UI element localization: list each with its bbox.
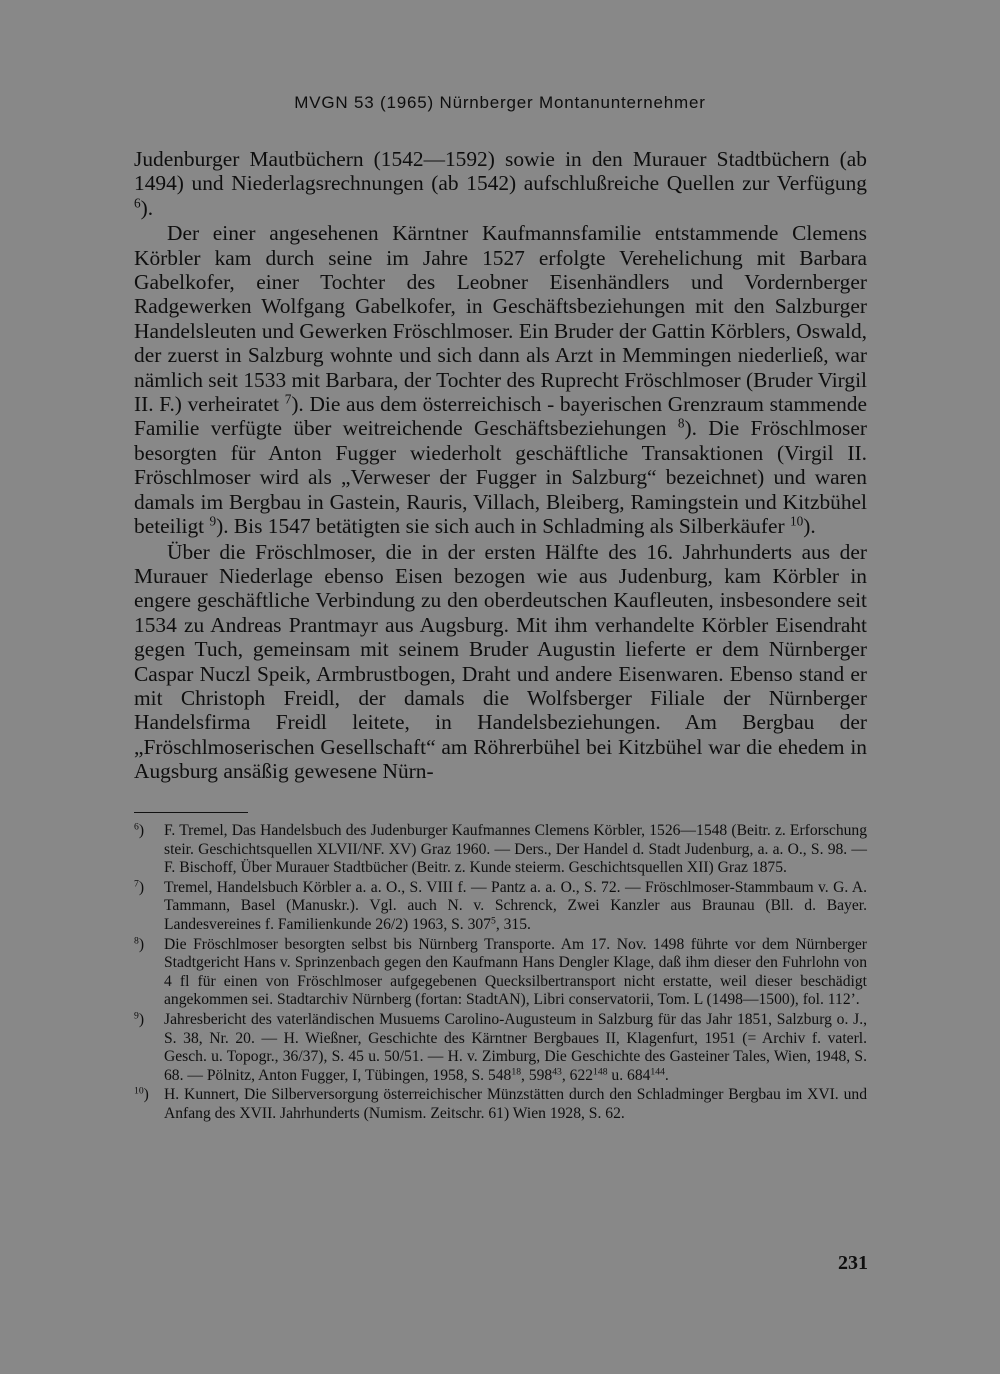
paragraph-2-text-b: ). Die aus dem österreichisch - bayerischen Grenzraum stammende Familie verfügte über weitreichende Geschäftsbeziehungen xyxy=(134,392,867,441)
footnote-text-part: , 315. xyxy=(495,915,531,933)
footnote-text-part: u. 684 xyxy=(607,1066,651,1084)
footnote-text-part: . xyxy=(664,1066,669,1084)
footnote-7 xyxy=(134,879,867,935)
footnotes xyxy=(134,822,867,1125)
footnote-text: Die Fröschlmoser besorgten selbst bis Nürnberg Transporte. Am 17. Nov. 1498 führte vor dem Nürnberger Stadtgericht Hans v. Sprinzenbach gegen den Kaufmann Hans Dengler Klage, daß ihm dieser den Fuhrlohn von 4 fl für einen von Fröschlmoser aufgegebenen Quecksilbertransport nicht erstatte, weil dieser beschädigt angekommen sei. Stadtarchiv Nürnberg (fortan: StadtAN), Libri conservatorii, Tom. L (1498—1500), fol. 112’. xyxy=(164,935,867,1009)
running-head: MVGN 53 (1965) Nürnberger Montanunternehmer xyxy=(294,93,706,112)
paragraph-1 xyxy=(134,147,867,220)
footnote-marker: $^7$) xyxy=(134,878,145,896)
footnote-10 xyxy=(134,1086,867,1123)
footnote-superscript: 43 xyxy=(552,1066,562,1078)
footnote-text-part: , 598 xyxy=(521,1066,553,1084)
page-number: 231 xyxy=(838,1252,868,1274)
main-text xyxy=(134,147,867,784)
footnote-text: H. Kunnert, Die Silberversorgung österreichischer Münzstätten durch den Schladminger Bergbau im XVI. und Anfang des XVII. Jahrhunderts (Numism. Zeitschr. 61) Wien 1928, S. 62. xyxy=(164,1086,867,1122)
paragraph-1-text-a: Judenburger Mautbüchern (1542—1592) sowie in den Murauer Stadtbüchern (ab 1494) und Niederlagsrechnungen (ab 1542) aufschlußreiche Quellen zur Verfügung xyxy=(134,147,867,196)
footnote-number: 10 xyxy=(134,1086,144,1097)
paragraph-2 xyxy=(134,221,867,538)
footnote-marker: $^6$) xyxy=(134,821,145,839)
footnote-9 xyxy=(134,1011,867,1085)
note-ref-9: 9 xyxy=(209,513,217,529)
footnote-number: 8 xyxy=(134,935,139,947)
paragraph-2-text-c: ). Die Fröschlmoser besorgten für Anton Fugger wiederholt geschäftliche Transaktionen (Virgil II. Fröschlmoser wird als „Verweser der Fugger in Salzburg“ bezeichnet) und waren damals im Bergbau in Gastein, Rauris, Villach, Bleiberg, Ramingstein und Kitzbühel beteiligt xyxy=(134,416,867,539)
footnote-text: F. Tremel, Das Handelsbuch des Judenburger Kaufmannes Clemens Körbler, 1526—1548 (Beitr. z. Erforschung steir. Geschichtsquellen XLVII/NF. XV) Graz 1960. — Ders., Der Handel d. Stadt Judenburg, a. a. O., S. 98. — F. Bischoff, Über Murauer Stadtbücher (Beitr. z. Kunde steierm. Geschichtsquellen XII) Graz 1875. xyxy=(164,822,867,877)
footnote-8 xyxy=(134,936,867,1010)
footnote-marker: $^8$) xyxy=(134,935,145,953)
paragraph-1-text-b: ). xyxy=(140,195,154,220)
paragraph-2-text-a: Der einer angesehenen Kärntner Kaufmannsfamilie entstammende Clemens Körbler kam durch seine im Jahre 1527 erfolgte Verehelichung mit Barbara Gabelkofer, einer Tochter des Leobner Eisenhändlers und Vordernberger Radgewerken Wolfgang Gabelkofer, in Geschäftsbeziehungen mit den Salzburger Handelsleuten und Gewerken Fröschlmoser. Ein Bruder der Gattin Körblers, Oswald, der zuerst in Salzburg wohnte und sich dann als Arzt in Memmingen niederließ, war nämlich seit 1533 mit Barbara, der Tochter des Ruprecht Fröschlmoser (Bruder Virgil II. F.) verheiratet xyxy=(134,221,867,417)
footnote-superscript: 144 xyxy=(650,1066,665,1078)
footnote-superscript: 148 xyxy=(593,1066,608,1078)
note-ref-6: 6 xyxy=(134,195,141,211)
note-ref-10: 10 xyxy=(789,513,804,529)
note-ref-8: 8 xyxy=(677,416,685,432)
footnote-marker: $^{10}$) xyxy=(134,1086,149,1104)
footnote-superscript: 18 xyxy=(511,1066,522,1078)
paragraph-3: Über die Fröschlmoser, die in der ersten Hälfte des 16. Jahrhunderts aus der Murauer Niederlage ebenso Eisen bezogen wie aus Judenburg, kam Körbler in engere geschäftliche Verbindung zu den oberdeutschen Kaufleuten, insbesondere seit 1534 zu Andreas Prantmayr aus Augsburg. Mit ihm verhandelte Körbler Eisendraht gegen Tuch, gemeinsam mit seinem Bruder Augustin lieferte er dem Nürnberger Caspar Nuczl Speik, Armbrustbogen, Draht und andere Eisenwaren. Ebenso stand er mit Christoph Freidl, der damals die Wolfsberger Filiale der Nürnberger Handelsfirma Freidl leitete, in Handelsbeziehungen. Am Bergbau der „Fröschlmoserischen Gesellschaft“ am Röhrerbühel bei Kitzbühel war die ehedem in Augsburg ansäßig gewesene Nürn- xyxy=(134,539,867,784)
footnote-marker: $^9$) xyxy=(134,1010,145,1028)
paragraph-2-text-d: ). Bis 1547 betätigten sie sich auch in Schladming als Silberkäufer xyxy=(216,514,790,539)
footnote-number: 7 xyxy=(134,878,139,890)
footnote-text-part: Tremel, Handelsbuch Körbler a. a. O., S. VIII f. — Pantz a. a. O., S. 72. — Fröschlmoser-Stammbaum v. G. A. Tammann, Basel (Manuskr.). Vgl. auch N. v. Schrenck, Zwei Kanzler aus Braunau (Bll. d. Bayer. Landesvereines f. Familienkunde 26/2) 1963, S. 307 xyxy=(164,878,867,933)
footnote-6 xyxy=(134,822,867,878)
footnote-text xyxy=(164,879,867,935)
footnote-text xyxy=(164,1011,867,1085)
footnote-divider xyxy=(134,812,248,813)
note-ref-7: 7 xyxy=(284,391,292,407)
footnote-number: 9 xyxy=(134,1010,139,1022)
footnote-number: 6 xyxy=(134,821,139,833)
paragraph-2-text-e: ). xyxy=(803,514,816,539)
footnote-superscript: 5 xyxy=(490,915,496,927)
footnote-text-part: Jahresbericht des vaterländischen Musuems Carolino-Augusteum in Salzburg für das Jahr 1851, Salzburg o. J., S. 38, Nr. 20. — H. Wießner, Geschichte des Kärntner Bergbaues II, Klagenfurt, 1951 (= Archiv f. vaterl. Gesch. u. Topogr., 36/37), S. 45 u. 50/51. — H. v. Zimburg, Die Geschichte des Gasteiner Tales, Wien, 1948, S. 68. — Pölnitz, Anton Fugger, I, Tübingen, 1958, S. 548 xyxy=(164,1010,867,1084)
footnote-text-part: , 622 xyxy=(561,1066,594,1084)
